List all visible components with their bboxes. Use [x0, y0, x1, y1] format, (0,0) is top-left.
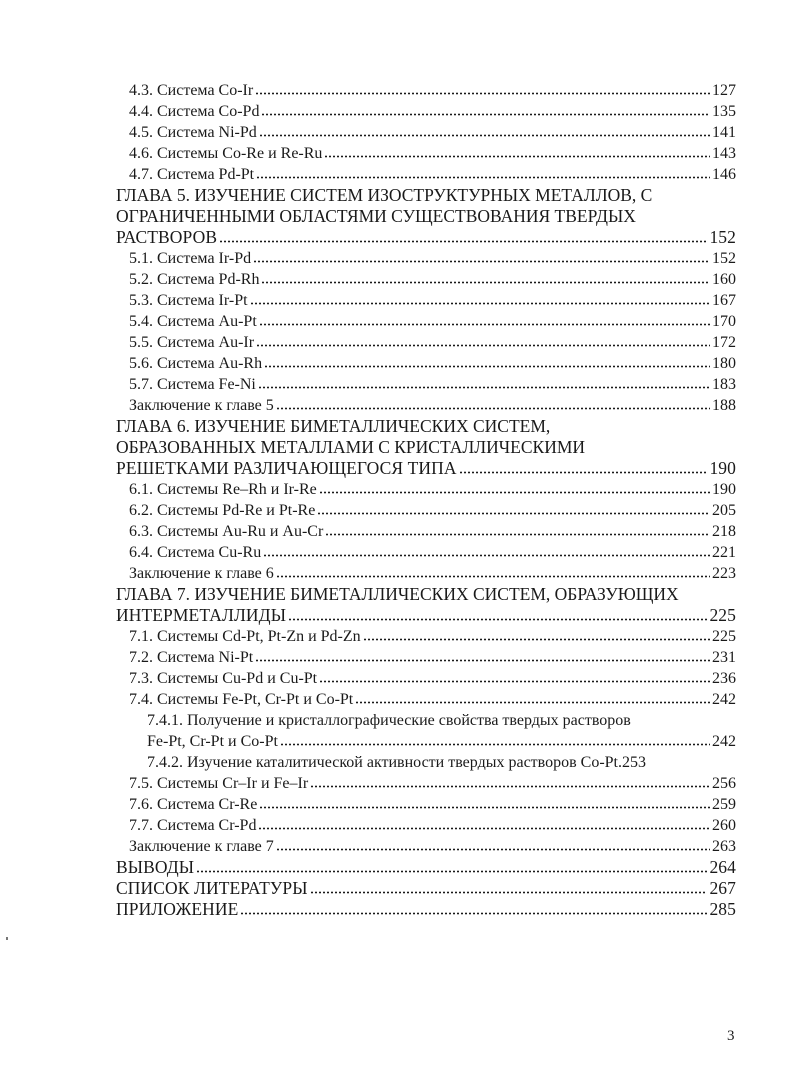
toc-entry-page: 231	[712, 649, 736, 666]
toc-entry	[129, 395, 736, 416]
toc-entry-title: 6.1. Системы Re–Rh и Ir-Re	[129, 481, 317, 498]
toc-entry	[129, 290, 736, 311]
dot-leader	[196, 859, 707, 873]
toc-entry-page: 152	[709, 227, 736, 247]
toc-entry-title: РАСТВОРОВ	[116, 227, 218, 247]
toc-entry-title: 7.2. Система Ni-Pt	[129, 649, 254, 666]
toc-entry-title: 5.6. Система Au-Rh	[129, 355, 263, 372]
toc-entry	[129, 500, 736, 521]
dot-leader	[319, 480, 710, 494]
toc-entry-title: 7.3. Системы Cu-Pd и Cu-Pt	[129, 670, 318, 687]
dot-leader	[310, 774, 710, 788]
toc-entry	[129, 143, 736, 164]
toc-entry	[129, 794, 736, 815]
toc-entry-title: РЕШЕТКАМИ РАЗЛИЧАЮЩЕГОСЯ ТИПА	[116, 458, 457, 478]
toc-entry-title: Fe-Pt, Cr-Pt и Co-Pt	[147, 733, 278, 750]
toc-entry-page: 218	[712, 523, 736, 540]
toc-entry-title: 6.4. Система Cu-Ru	[129, 544, 262, 561]
chapter-7-heading-line: ГЛАВА 7. ИЗУЧЕНИЕ БИМЕТАЛЛИЧЕСКИХ СИСТЕМ, ОБРАЗУЮЩИХ	[116, 584, 679, 604]
toc-entry-page: 267	[709, 878, 736, 898]
toc-entry-page: 205	[712, 502, 736, 519]
toc-entry	[129, 689, 736, 710]
toc-entry-page: 146	[712, 166, 736, 183]
toc-entry-title: 7.7. Система Cr-Pd	[129, 817, 257, 834]
toc-entry-title: ВЫВОДЫ	[116, 857, 195, 877]
dot-leader	[219, 229, 707, 243]
toc-entry-page: 167	[712, 292, 736, 309]
scan-speck	[6, 937, 8, 940]
toc-entry-page: 183	[712, 376, 736, 393]
toc-entry-title: 5.3. Система Ir-Pt	[129, 292, 248, 309]
toc-entry	[129, 101, 736, 122]
chapter-6-heading-line: ГЛАВА 6. ИЗУЧЕНИЕ БИМЕТАЛЛИЧЕСКИХ СИСТЕМ,	[116, 416, 551, 436]
toc-entry-page: 180	[712, 355, 736, 372]
toc-entry-title: Заключение к главе 5	[129, 397, 274, 414]
toc-entry-title: 4.6. Системы Co-Re и Re-Ru	[129, 145, 323, 162]
dot-leader	[255, 648, 710, 662]
toc-entry	[129, 647, 736, 668]
dot-leader	[259, 795, 710, 809]
toc-entry-page: 135	[712, 103, 736, 120]
toc-entry-page: 225	[712, 628, 736, 645]
dot-leader	[264, 354, 710, 368]
toc-entry-page: 223	[712, 565, 736, 582]
toc-entry-title: 7.5. Системы Cr–Ir и Fe–Ir	[129, 775, 309, 792]
dot-leader	[253, 249, 710, 263]
dot-leader	[319, 669, 710, 683]
toc-entry-title: 4.7. Система Pd-Pt	[129, 166, 255, 183]
dot-leader	[276, 396, 710, 410]
toc-entry-title: 4.4. Система Co-Pd	[129, 103, 260, 120]
toc-entry	[129, 542, 736, 563]
toc-entry	[129, 311, 736, 332]
toc-entry	[129, 668, 736, 689]
toc-entry	[116, 899, 736, 920]
toc-entry-page: 141	[712, 124, 736, 141]
toc-subentry-line: 7.4.1. Получение и кристаллографические свойства твердых растворов	[147, 712, 631, 729]
dot-leader	[258, 816, 710, 830]
toc-entry-title: 5.1. Система Ir-Pd	[129, 250, 252, 267]
toc-entry-title: 5.2. Система Pd-Rh	[129, 271, 260, 288]
toc-entry-page: 172	[712, 334, 736, 351]
chapter-7-entry	[116, 605, 736, 626]
chapter-6-entry	[116, 458, 736, 479]
toc-entry-page: 236	[712, 670, 736, 687]
page-number: 3	[727, 1028, 735, 1044]
toc-entry-title: Заключение к главе 6	[129, 565, 274, 582]
toc-entry-title: ПРИЛОЖЕНИЕ	[116, 899, 239, 919]
toc-entry	[129, 374, 736, 395]
toc-entry-title: ИНТЕРМЕТАЛЛИДЫ	[116, 605, 287, 625]
toc-entry-title: СПИСОК ЛИТЕРАТУРЫ	[116, 878, 308, 898]
toc-entry	[129, 773, 736, 794]
dot-leader	[324, 144, 710, 158]
dot-leader	[250, 291, 710, 305]
toc-entry-title: 5.7. Система Fe-Ni	[129, 376, 256, 393]
toc-entry	[129, 563, 736, 584]
toc-entry-page: 264	[709, 857, 736, 877]
toc-entry-title: 7.6. Система Cr-Re	[129, 796, 258, 813]
dot-leader	[363, 627, 710, 641]
toc-entry-page: 127	[712, 82, 736, 99]
toc-entry-page: 152	[712, 250, 736, 267]
chapter-5-heading-line: ОГРАНИЧЕННЫМИ ОБЛАСТЯМИ СУЩЕСТВОВАНИЯ ТВЕРДЫХ	[116, 206, 636, 226]
toc-entry	[147, 731, 736, 752]
toc-entry-page: 285	[709, 899, 736, 919]
toc-entry-page: 242	[712, 691, 736, 708]
toc-entry	[129, 815, 736, 836]
dot-leader	[256, 333, 710, 347]
toc-entry-page: 190	[712, 481, 736, 498]
toc-entry-page: 188	[712, 397, 736, 414]
dot-leader	[240, 901, 707, 915]
toc-entry	[129, 332, 736, 353]
dot-leader	[258, 375, 710, 389]
toc-entry-page: 221	[712, 544, 736, 561]
toc-entry-page: 160	[712, 271, 736, 288]
toc-entry-page: 225	[709, 605, 736, 625]
toc-entry	[116, 857, 736, 878]
dot-leader	[255, 81, 710, 95]
toc-entry	[129, 248, 736, 269]
chapter-5-heading-line: ГЛАВА 5. ИЗУЧЕНИЕ СИСТЕМ ИЗОСТРУКТУРНЫХ МЕТАЛЛОВ, С	[116, 185, 653, 205]
toc-entry-page: 190	[709, 458, 736, 478]
dot-leader	[256, 165, 710, 179]
dot-leader	[276, 837, 710, 851]
toc-entry-title: 4.3. Система Co-Ir	[129, 82, 254, 99]
toc-entry	[129, 80, 736, 101]
toc-entry	[129, 164, 736, 185]
toc-entry-title: 7.4.2. Изучение каталитической активности твердых растворов Co-Pt.	[147, 754, 622, 771]
toc-entry	[116, 878, 736, 899]
toc-entry-page: 260	[712, 817, 736, 834]
toc-entry	[129, 122, 736, 143]
dot-leader	[355, 690, 710, 704]
dot-leader	[317, 501, 710, 515]
dot-leader	[263, 543, 710, 557]
dot-leader	[276, 564, 710, 578]
toc-entry-title: Заключение к главе 7	[129, 838, 274, 855]
toc-entry-title: 4.5. Система Ni-Pd	[129, 124, 257, 141]
dot-leader	[259, 312, 710, 326]
toc-entry	[129, 353, 736, 374]
toc-entry-title: 6.2. Системы Pd-Re и Pt-Re	[129, 502, 316, 519]
toc-entry-page: 253	[622, 754, 646, 771]
toc-entry-page: 263	[712, 838, 736, 855]
dot-leader	[325, 522, 710, 536]
toc-entry-title: 5.4. Система Au-Pt	[129, 313, 257, 330]
toc-entry-page: 170	[712, 313, 736, 330]
dot-leader	[261, 102, 710, 116]
dot-leader	[261, 270, 710, 284]
toc-entry-title: 7.1. Системы Cd-Pt, Pt-Zn и Pd-Zn	[129, 628, 361, 645]
toc-entry-title: 6.3. Системы Au-Ru и Au-Cr	[129, 523, 324, 540]
toc-entry-page: 143	[712, 145, 736, 162]
toc-entry-page: 259	[712, 796, 736, 813]
dot-leader	[280, 732, 710, 746]
toc-entry-page: 256	[712, 775, 736, 792]
toc-entry	[129, 269, 736, 290]
toc-entry	[129, 836, 736, 857]
dot-leader	[459, 460, 708, 474]
toc-entry	[129, 521, 736, 542]
toc-entry	[129, 479, 736, 500]
dot-leader	[310, 880, 708, 894]
toc-entry-page: 242	[712, 733, 736, 750]
chapter-6-heading-line: ОБРАЗОВАННЫХ МЕТАЛЛАМИ С КРИСТАЛЛИЧЕСКИМИ	[116, 437, 586, 457]
dot-leader	[288, 607, 707, 621]
toc-entry-title: 7.4. Системы Fe-Pt, Cr-Pt и Co-Pt	[129, 691, 354, 708]
toc-entry	[147, 752, 736, 773]
toc-entry-title: 5.5. Система Au-Ir	[129, 334, 255, 351]
dot-leader	[259, 123, 710, 137]
chapter-5-entry	[116, 227, 736, 248]
toc-entry	[129, 626, 736, 647]
